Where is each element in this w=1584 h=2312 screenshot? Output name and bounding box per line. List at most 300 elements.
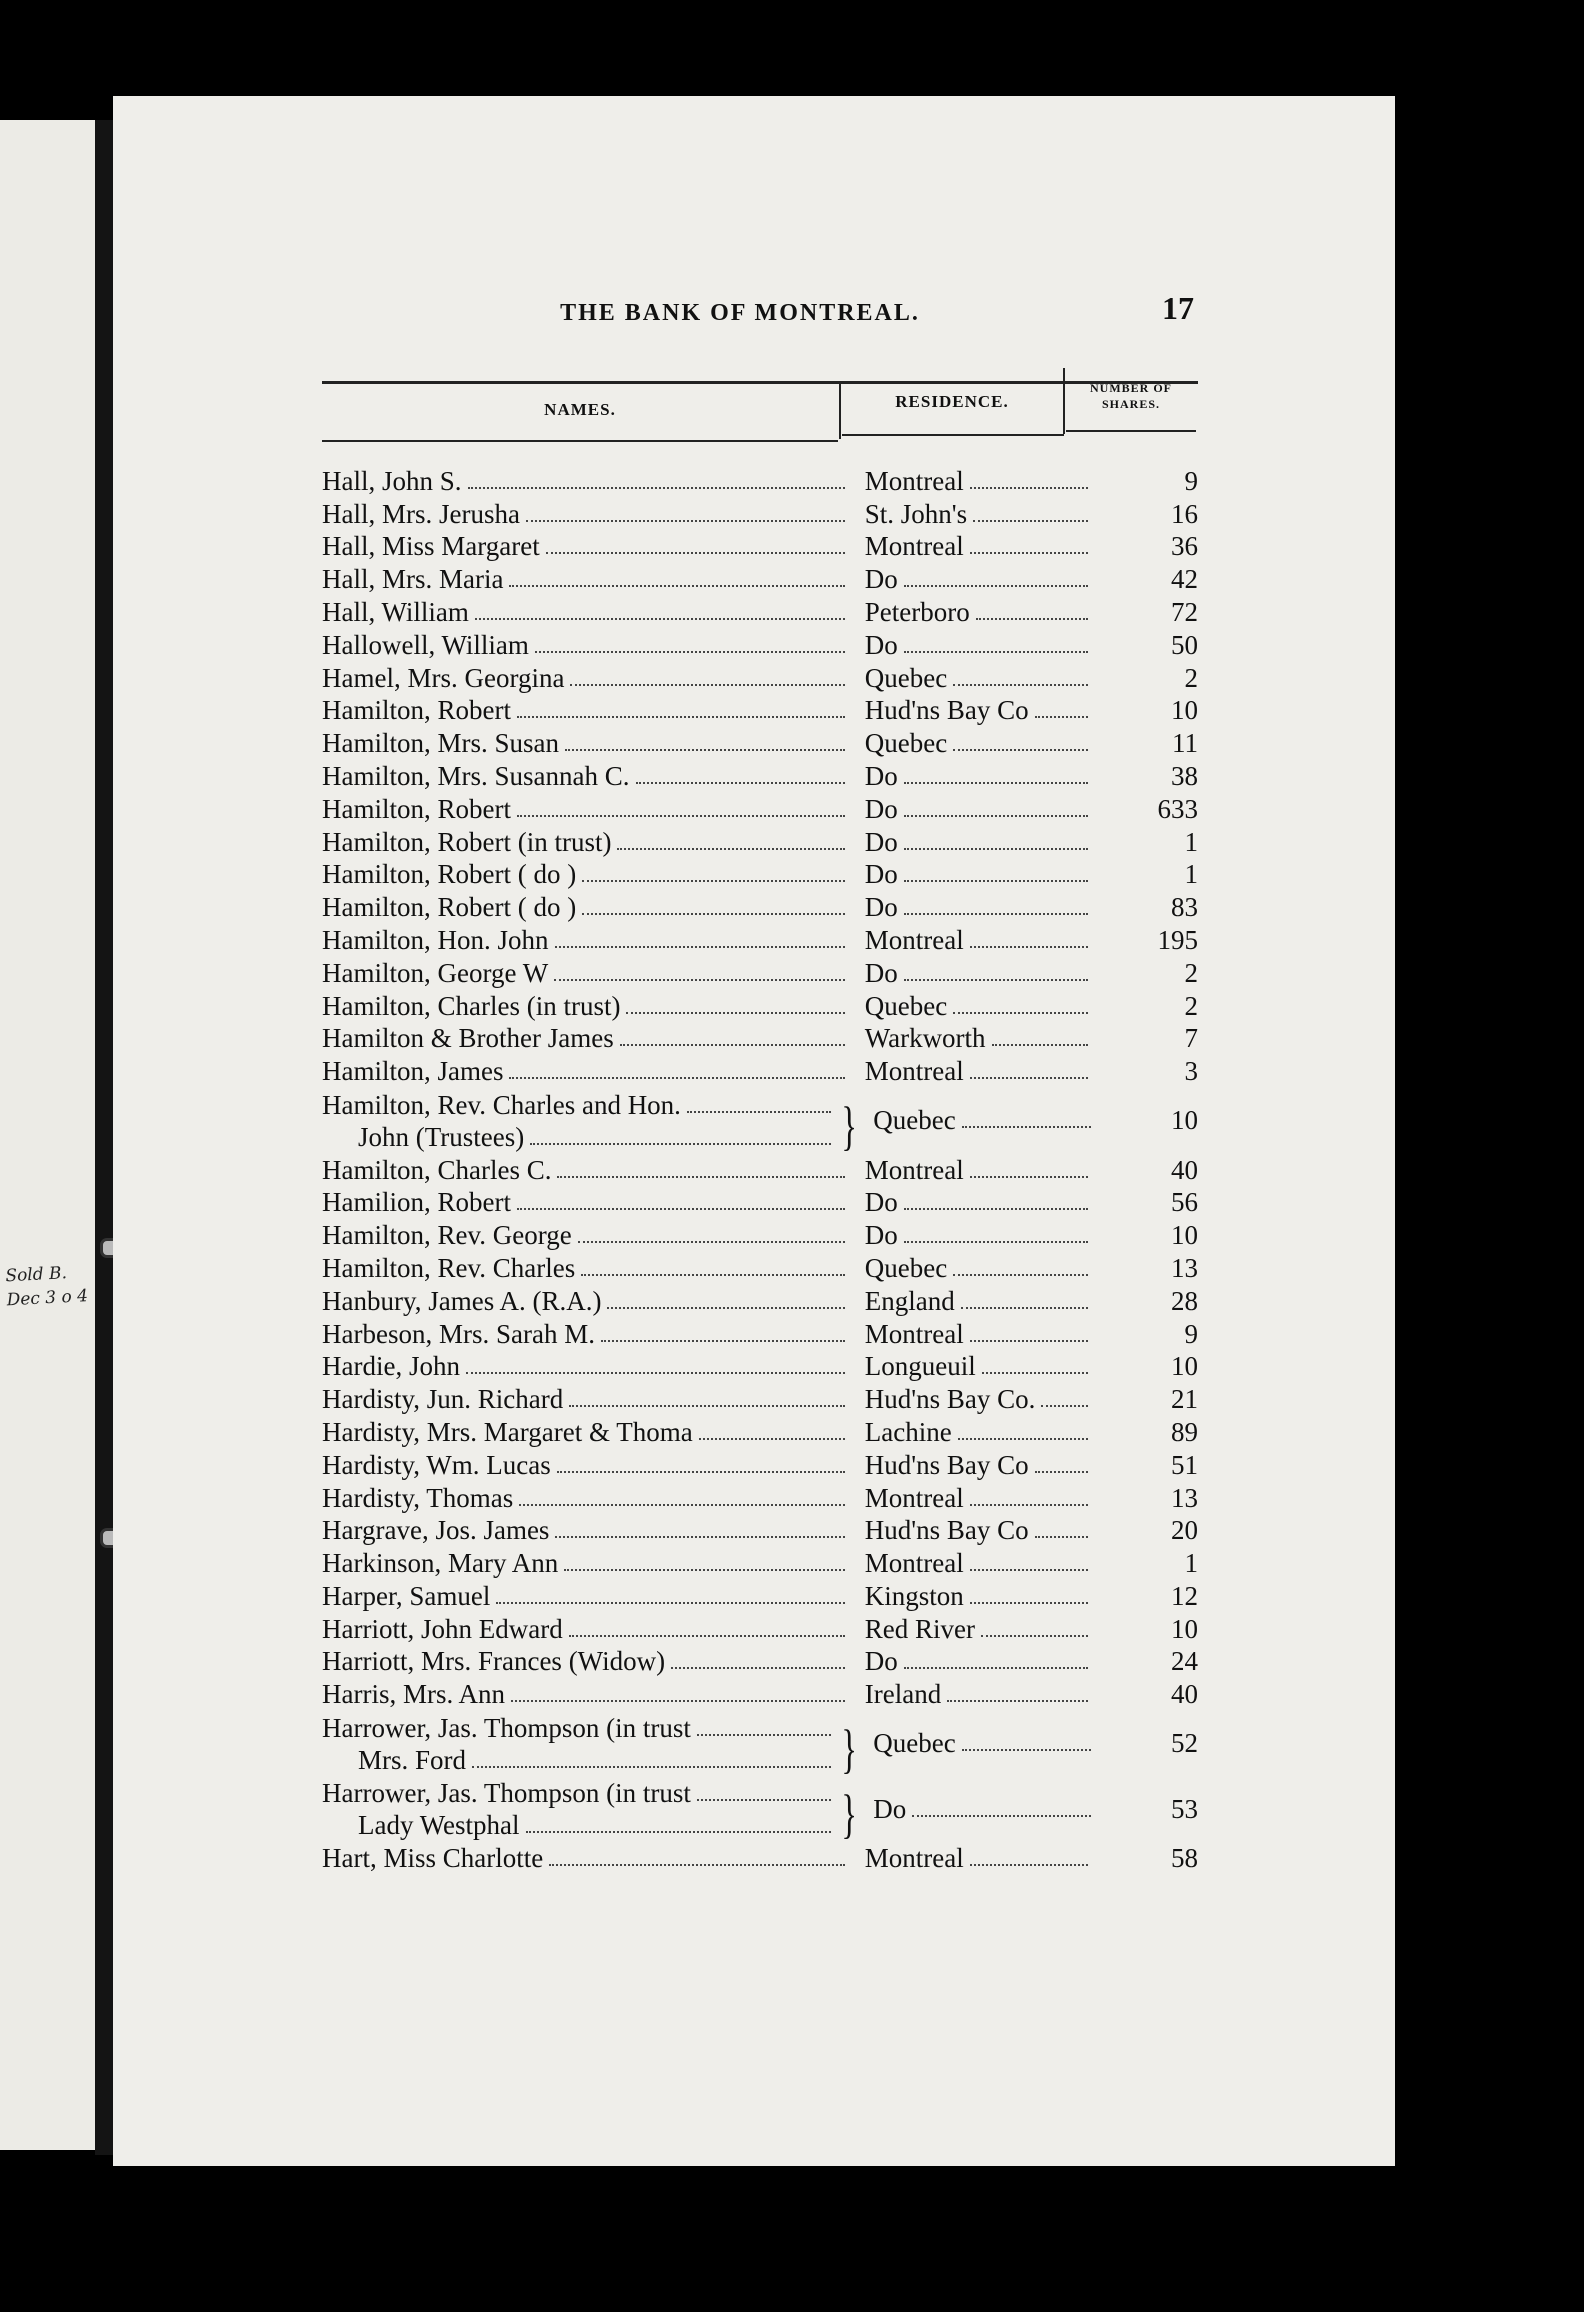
name-cell xyxy=(322,694,851,726)
name-line xyxy=(322,1482,851,1514)
leader-dots xyxy=(468,487,845,489)
shares-cell: 42 xyxy=(1171,564,1198,595)
name-cell xyxy=(322,891,851,923)
leader-dots xyxy=(555,1536,844,1538)
shareholder-name: Hamilton, Rev. Charles and Hon. xyxy=(322,1089,681,1120)
table-row xyxy=(322,792,1202,825)
leader-dots xyxy=(570,684,844,686)
name-line xyxy=(322,1022,851,1054)
residence-value: Montreal xyxy=(864,1056,964,1087)
name-line xyxy=(322,1055,851,1087)
leader-dots xyxy=(904,848,1088,850)
name-line xyxy=(322,629,851,661)
residence-cell xyxy=(851,1252,1094,1284)
name-cell xyxy=(322,1089,837,1153)
residence-value: Ireland xyxy=(864,1679,942,1710)
leader-dots xyxy=(953,1274,1088,1276)
residence-value: Peterboro xyxy=(864,596,970,627)
shareholder-name: Harriott, Mrs. Frances (Widow) xyxy=(322,1646,666,1677)
name-line xyxy=(322,1777,837,1809)
residence-value: Quebec xyxy=(873,1728,956,1759)
leader-dots xyxy=(565,749,845,751)
name-line xyxy=(322,1089,837,1121)
name-cell xyxy=(322,1449,851,1481)
shares-cell: 1 xyxy=(1184,859,1198,890)
shareholder-name: Hamilton, James xyxy=(322,1056,504,1087)
residence-cell xyxy=(851,1449,1094,1481)
name-line xyxy=(322,1318,851,1350)
shares-cell: 28 xyxy=(1171,1285,1198,1316)
name-cell xyxy=(322,924,851,956)
residence-cell xyxy=(851,891,1094,923)
residence-value: Hud'ns Bay Co xyxy=(864,695,1029,726)
residence-value: Do xyxy=(864,892,898,923)
leader-dots xyxy=(953,684,1088,686)
table-row xyxy=(322,1710,1202,1779)
shareholder-name: Harrower, Jas. Thompson (in trust xyxy=(322,1778,691,1809)
leader-dots xyxy=(1035,1471,1089,1473)
name-cell xyxy=(322,760,851,792)
residence-value: Do xyxy=(864,859,898,890)
shareholder-name: Harper, Samuel xyxy=(322,1580,491,1611)
name-line xyxy=(322,1580,851,1612)
shareholder-name: Hamilton, Hon. John xyxy=(322,924,549,955)
name-line xyxy=(322,1383,851,1415)
residence-cell xyxy=(851,694,1094,726)
residence-value: Do xyxy=(864,1646,898,1677)
leader-dots xyxy=(970,487,1088,489)
residence-value: Montreal xyxy=(864,1482,964,1513)
leader-dots xyxy=(1035,1536,1089,1538)
name-line xyxy=(322,694,851,726)
residence-cell xyxy=(851,1482,1094,1514)
leader-dots xyxy=(904,1208,1088,1210)
page-title: THE BANK OF MONTREAL. xyxy=(560,300,920,326)
table-row xyxy=(322,1153,1202,1186)
table-row xyxy=(322,1481,1202,1514)
residence-header-bottom-rule xyxy=(842,434,1064,436)
grouping-brace: } xyxy=(841,1718,858,1779)
residence-cell xyxy=(851,1022,1094,1054)
column-header-names: NAMES. xyxy=(544,400,616,419)
table-row xyxy=(322,1218,1202,1251)
leader-dots xyxy=(687,1111,831,1113)
table-row xyxy=(322,1251,1202,1284)
margin-note: Sold B. Dec 3 o 4 xyxy=(4,1263,89,1311)
shareholder-name: Hanbury, James A. (R.A.) xyxy=(322,1285,602,1316)
name-line xyxy=(322,858,851,890)
table-row xyxy=(322,1054,1202,1087)
shares-cell: 2 xyxy=(1184,990,1198,1021)
table-row xyxy=(322,726,1202,759)
leader-dots xyxy=(961,1307,1088,1309)
table-row xyxy=(322,825,1202,858)
leader-dots xyxy=(517,815,845,817)
shares-cell: 16 xyxy=(1171,498,1198,529)
shares-header-bottom-rule xyxy=(1066,430,1196,432)
leader-dots xyxy=(904,782,1088,784)
table-row xyxy=(322,1612,1202,1645)
leader-dots xyxy=(904,815,1088,817)
book-spine xyxy=(95,120,113,2155)
residence-cell xyxy=(851,596,1094,628)
residence-value: Warkworth xyxy=(864,1023,986,1054)
table-row xyxy=(322,1546,1202,1579)
shareholder-name: Hallowell, William xyxy=(322,629,529,660)
leader-dots xyxy=(466,1372,845,1374)
table-row xyxy=(322,1087,1202,1156)
name-line xyxy=(322,1678,851,1710)
leader-dots xyxy=(569,1405,845,1407)
leader-dots xyxy=(549,1864,845,1866)
shares-cell: 52 xyxy=(1171,1728,1198,1759)
residence-value: Hud'ns Bay Co xyxy=(864,1449,1029,1480)
shares-cell: 21 xyxy=(1171,1384,1198,1415)
name-cell xyxy=(322,1022,851,1054)
residence-cell xyxy=(851,1186,1094,1218)
shares-cell: 72 xyxy=(1171,596,1198,627)
name-line xyxy=(322,924,851,956)
residence-value: England xyxy=(864,1285,955,1316)
shares-cell: 7 xyxy=(1184,1023,1198,1054)
residence-value: Montreal xyxy=(864,465,964,496)
table-row xyxy=(322,1350,1202,1383)
leader-dots xyxy=(617,848,844,850)
leader-dots xyxy=(970,1864,1088,1866)
name-line xyxy=(322,1121,837,1153)
leader-dots xyxy=(509,1077,844,1079)
shareholder-name: Hall, Mrs. Maria xyxy=(322,564,504,595)
table-row xyxy=(322,694,1202,727)
residence-cell xyxy=(851,924,1094,956)
shareholder-name: Hamilton, Charles (in trust) xyxy=(322,990,621,1021)
leader-dots xyxy=(699,1438,845,1440)
name-cell xyxy=(322,727,851,759)
name-cell xyxy=(322,1383,851,1415)
shareholder-name: Hamilton, Robert xyxy=(322,793,511,824)
leader-dots xyxy=(554,979,845,981)
name-cell xyxy=(322,530,851,562)
table-row xyxy=(322,923,1202,956)
shares-cell: 38 xyxy=(1171,760,1198,791)
residence-cell xyxy=(859,1727,1097,1759)
leader-dots xyxy=(581,1274,845,1276)
name-cell xyxy=(322,662,851,694)
name-cell xyxy=(322,826,851,858)
shareholder-name: Hamel, Mrs. Georgina xyxy=(322,662,565,693)
leader-dots xyxy=(904,651,1088,653)
name-cell xyxy=(322,1154,851,1186)
name-line xyxy=(322,1809,837,1841)
leader-dots xyxy=(970,1340,1088,1342)
residence-value: Do xyxy=(864,957,898,988)
leader-dots xyxy=(904,880,1088,882)
name-cell xyxy=(322,1350,851,1382)
leader-dots xyxy=(976,618,1089,620)
residence-value: Montreal xyxy=(864,1154,964,1185)
shareholder-name: Hart, Miss Charlotte xyxy=(322,1843,544,1874)
leader-dots xyxy=(564,1569,845,1571)
leader-dots xyxy=(912,1815,1091,1817)
name-cell xyxy=(322,1580,851,1612)
leader-dots xyxy=(546,552,845,554)
residence-cell xyxy=(851,662,1094,694)
residence-value: Do xyxy=(864,1187,898,1218)
residence-cell xyxy=(851,629,1094,661)
shares-cell: 11 xyxy=(1172,728,1198,759)
name-cell xyxy=(322,1416,851,1448)
leader-dots xyxy=(1041,1405,1088,1407)
leader-dots xyxy=(697,1734,831,1736)
shares-cell: 10 xyxy=(1171,1613,1198,1644)
leader-dots xyxy=(517,1208,845,1210)
residence-cell xyxy=(851,1318,1094,1350)
name-cell xyxy=(322,596,851,628)
shareholder-name: Hamilton & Brother James xyxy=(322,1023,614,1054)
residence-cell xyxy=(851,465,1094,497)
table-row xyxy=(322,1284,1202,1317)
residence-cell xyxy=(851,530,1094,562)
leader-dots xyxy=(962,1126,1091,1128)
shares-cell: 24 xyxy=(1171,1646,1198,1677)
residence-cell xyxy=(851,1613,1094,1645)
name-line xyxy=(322,793,851,825)
name-line xyxy=(322,1350,851,1382)
shareholder-name: Hamilton, Robert ( do ) xyxy=(322,892,577,923)
leader-dots xyxy=(904,1241,1088,1243)
table-row xyxy=(322,1415,1202,1448)
shareholder-name: Hamilton, Robert xyxy=(322,695,511,726)
table-row xyxy=(322,464,1202,497)
residence-value: Do xyxy=(864,760,898,791)
shares-cell: 1 xyxy=(1184,826,1198,857)
name-cell xyxy=(322,1712,837,1776)
name-line xyxy=(322,760,851,792)
table-row xyxy=(322,562,1202,595)
leader-dots xyxy=(970,1569,1088,1571)
name-line xyxy=(322,1252,851,1284)
residence-value: Montreal xyxy=(864,1318,964,1349)
shares-cell: 56 xyxy=(1171,1187,1198,1218)
name-cell xyxy=(322,1055,851,1087)
name-line xyxy=(322,1645,851,1677)
name-cell xyxy=(322,1285,851,1317)
leader-dots xyxy=(973,520,1088,522)
residence-cell xyxy=(851,498,1094,530)
residence-cell xyxy=(859,1104,1097,1136)
name-line xyxy=(322,1514,851,1546)
table-row xyxy=(322,1841,1202,1874)
leader-dots xyxy=(517,716,845,718)
shareholder-name: Harbeson, Mrs. Sarah M. xyxy=(322,1318,595,1349)
name-cell xyxy=(322,1547,851,1579)
name-line xyxy=(322,1154,851,1186)
residence-cell xyxy=(851,1154,1094,1186)
residence-cell xyxy=(851,1383,1094,1415)
grouping-brace: } xyxy=(841,1784,858,1845)
leader-dots xyxy=(535,651,845,653)
names-header-bottom-rule xyxy=(322,440,838,442)
residence-cell xyxy=(851,1416,1094,1448)
name-line xyxy=(322,826,851,858)
residence-value: Do xyxy=(864,826,898,857)
column-divider-names xyxy=(839,381,841,439)
residence-value: St. John's xyxy=(864,498,968,529)
table-row xyxy=(322,1317,1202,1350)
leader-dots xyxy=(970,1602,1088,1604)
name-cell xyxy=(322,1514,851,1546)
residence-value: Do xyxy=(864,1220,898,1251)
name-cell xyxy=(322,1842,851,1874)
table-row xyxy=(322,1382,1202,1415)
name-line xyxy=(322,1186,851,1218)
table-row xyxy=(322,497,1202,530)
residence-cell xyxy=(851,990,1094,1022)
shares-cell: 89 xyxy=(1171,1416,1198,1447)
leader-dots xyxy=(958,1438,1089,1440)
residence-value: Do xyxy=(864,793,898,824)
leader-dots xyxy=(472,1766,831,1768)
residence-cell xyxy=(851,563,1094,595)
name-cell xyxy=(322,1186,851,1218)
leader-dots xyxy=(475,618,845,620)
shareholder-name: Hardisty, Mrs. Margaret & Thoma xyxy=(322,1416,693,1447)
leader-dots xyxy=(947,1700,1088,1702)
table-row xyxy=(322,1448,1202,1481)
residence-value: Montreal xyxy=(864,1843,964,1874)
shareholder-name: Hamilton, Mrs. Susannah C. xyxy=(322,760,630,791)
table-row xyxy=(322,1776,1202,1845)
table-row xyxy=(322,890,1202,923)
table-row xyxy=(322,1514,1202,1547)
shares-cell: 13 xyxy=(1171,1482,1198,1513)
shares-cell: 40 xyxy=(1171,1679,1198,1710)
table-row xyxy=(322,1677,1202,1710)
residence-cell xyxy=(851,1219,1094,1251)
table-row xyxy=(322,530,1202,563)
name-cell xyxy=(322,793,851,825)
leader-dots xyxy=(582,913,845,915)
leader-dots xyxy=(509,585,844,587)
shares-cell: 3 xyxy=(1184,1056,1198,1087)
shareholder-name: Harkinson, Mary Ann xyxy=(322,1548,559,1579)
name-cell xyxy=(322,1482,851,1514)
shares-cell: 10 xyxy=(1171,1351,1198,1382)
grouping-brace: } xyxy=(841,1095,858,1156)
name-line xyxy=(322,891,851,923)
name-cell xyxy=(322,498,851,530)
leader-dots xyxy=(636,782,845,784)
shareholder-name: Hamilton, Rev. George xyxy=(322,1220,572,1251)
shares-cell: 36 xyxy=(1171,531,1198,562)
leader-dots xyxy=(970,1504,1088,1506)
shares-cell: 633 xyxy=(1157,793,1198,824)
shareholder-name: Hardie, John xyxy=(322,1351,460,1382)
shareholder-name: Harrower, Jas. Thompson (in trust xyxy=(322,1712,691,1743)
residence-value: Hud'ns Bay Co. xyxy=(864,1384,1036,1415)
table-row xyxy=(322,858,1202,891)
name-line xyxy=(322,530,851,562)
shareholder-name: Hamilton, Rev. Charles xyxy=(322,1252,576,1283)
name-line xyxy=(322,990,851,1022)
name-line xyxy=(322,1285,851,1317)
leader-dots xyxy=(1035,716,1089,718)
shareholder-name: Hall, Mrs. Jerusha xyxy=(322,498,520,529)
leader-dots xyxy=(982,1372,1088,1374)
shareholder-name: Hamilton, Charles C. xyxy=(322,1154,552,1185)
name-cell xyxy=(322,629,851,661)
leader-dots xyxy=(582,880,845,882)
table-row xyxy=(322,595,1202,628)
leader-dots xyxy=(620,1044,845,1046)
name-line xyxy=(322,662,851,694)
shareholder-name: Hall, Miss Margaret xyxy=(322,531,540,562)
table-row xyxy=(322,956,1202,989)
name-cell xyxy=(322,957,851,989)
name-line xyxy=(322,1842,851,1874)
shareholder-name: Hall, William xyxy=(322,596,469,627)
shareholder-name: Mrs. Ford xyxy=(358,1744,467,1775)
residence-value: Do xyxy=(873,1793,907,1824)
shares-cell: 10 xyxy=(1171,695,1198,726)
name-cell xyxy=(322,1252,851,1284)
name-line xyxy=(322,957,851,989)
shareholder-name: Hamilton, George W xyxy=(322,957,549,988)
column-header-residence: RESIDENCE. xyxy=(895,392,1009,411)
residence-value: Do xyxy=(864,629,898,660)
residence-value: Montreal xyxy=(864,531,964,562)
shares-cell: 2 xyxy=(1184,957,1198,988)
name-line xyxy=(322,1416,851,1448)
residence-cell xyxy=(859,1793,1097,1825)
leader-dots xyxy=(626,1012,844,1014)
residence-cell xyxy=(851,826,1094,858)
leader-dots xyxy=(557,1176,844,1178)
residence-cell xyxy=(851,1842,1094,1874)
leader-dots xyxy=(953,749,1088,751)
shares-cell: 50 xyxy=(1171,629,1198,660)
table-row xyxy=(322,628,1202,661)
shares-cell: 9 xyxy=(1184,465,1198,496)
name-line xyxy=(322,465,851,497)
residence-cell xyxy=(851,1645,1094,1677)
leader-dots xyxy=(970,552,1088,554)
residence-cell xyxy=(851,793,1094,825)
leader-dots xyxy=(496,1602,844,1604)
table-row xyxy=(322,1579,1202,1612)
shareholder-name: Harris, Mrs. Ann xyxy=(322,1679,505,1710)
residence-cell xyxy=(851,1678,1094,1710)
name-cell xyxy=(322,1645,851,1677)
residence-value: Montreal xyxy=(864,1548,964,1579)
leader-dots xyxy=(526,520,845,522)
leader-dots xyxy=(904,979,1088,981)
table-row xyxy=(322,759,1202,792)
shares-cell: 51 xyxy=(1171,1449,1198,1480)
shareholder-name: Hardisty, Jun. Richard xyxy=(322,1384,564,1415)
table-row xyxy=(322,1022,1202,1055)
leader-dots xyxy=(530,1143,831,1145)
table-row xyxy=(322,1186,1202,1219)
residence-value: Kingston xyxy=(864,1580,964,1611)
page-number: 17 xyxy=(1162,290,1194,326)
residence-cell xyxy=(851,957,1094,989)
leader-dots xyxy=(992,1044,1089,1046)
residence-cell xyxy=(851,1514,1094,1546)
leader-dots xyxy=(555,946,845,948)
table-row xyxy=(322,1645,1202,1678)
shares-cell: 195 xyxy=(1157,924,1198,955)
